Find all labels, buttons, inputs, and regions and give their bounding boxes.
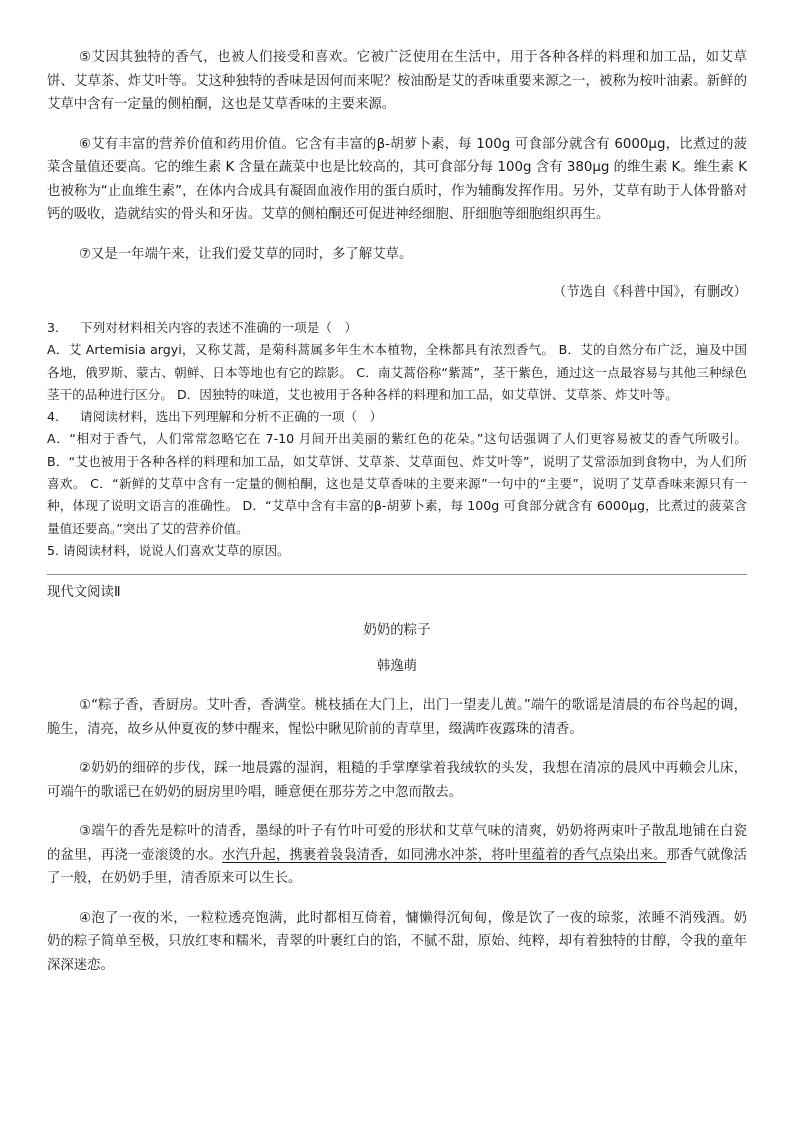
question-4-options: A．“相对于香气，人们常常忽略它在 7-10 月间开出美丽的紫红色的花朵。”这句话强调了人们更容易被艾的香气所吸引。 B．“艾也被用于各种各样的料理和加工品，如艾草饼、艾草茶、艾草面包、炸艾叶等”，说明了艾常添加到食物中，为人们所喜欢。 C．“新鲜的艾草中含有一定量的侧柏酮，这也是艾草香味的主要来源”一句中的“主要”，说明了艾草香味来源只有一种，体现了说明文语言的准确性。 D．“艾草中含有丰富的β-胡萝卜素，每 100g 可食部分就含有 6000μg，比煮过的菠菜含量值还要高。”突出了艾的营养价值。 bbox=[47, 431, 747, 536]
article-paragraph-3-end: 那香气就像活了一般，在奶奶手里，清香原来可以生长。 bbox=[47, 847, 748, 887]
source-note: （节选自《科普中国》，有删改） bbox=[552, 285, 747, 300]
underlined-sentence: 水汽升起，携裹着袅袅清香，如同沸水冲茶，将叶里蕴着的香气点染出来。 bbox=[222, 847, 667, 863]
article-title: 奶奶的粽子 bbox=[363, 623, 431, 639]
question-4-text: 请阅读材料，选出下列理解和分析不正确的一项（ ） bbox=[80, 409, 383, 425]
article-author: 韩逸萌 bbox=[376, 659, 418, 675]
question-3-number: 3. bbox=[47, 320, 60, 335]
paragraph-5: ⑤艾因其独特的香气，也被人们接受和喜欢。它被广泛使用在生活中，用于各种各样的料理和加工品，如艾草饼、艾草茶、炸艾叶等。艾这种独特的香味是因何而来呢？桉油酚是艾的香味重要来源之一，被称为桉叶油素。新鲜的艾草中含有一定量的侧柏酮，这也是艾草香味的主要来源。 bbox=[47, 50, 747, 112]
question-3-stem bbox=[47, 317, 747, 339]
paragraph-6: ⑥艾有丰富的营养价值和药用价值。它含有丰富的β-胡萝卜素，每 100g 可食部分就含有 6000μg，比煮过的菠菜含量值还要高。它的维生素 K 含量在蔬菜中也是比较高的，其可食部分每 100g 含有 380μg 的维生素 K。维生素 K 也被称为“止血维生素”，在体内合成具有凝固血液作用的蛋白质时，作为辅酶发挥作用。另外，艾草有助于人体骨骼对钙的吸收，造就结实的骨头和牙齿。艾草的侧柏酮还可促进神经细胞、肝细胞等细胞组织再生。 bbox=[47, 136, 747, 222]
article-paragraph-4: ④泡了一夜的米，一粒粒透亮饱满，此时都相互倚着，慵懒得沉甸甸，像是饮了一夜的琼浆，浓睡不消残酒。奶奶的粽子简单至极，只放红枣和糯米，青翠的叶裹红白的馅，不腻不甜，原始、纯粹，却有着独特的甘醇，令我的童年深深迷恋。 bbox=[47, 910, 747, 973]
article-paragraph-1: ①“粽子香，香厨房。艾叶香，香满堂。桃枝插在大门上，出门一望麦儿黄。”端午的歌谣是清晨的布谷鸟起的调，脆生，清亮，故乡从仲夏夜的梦中醒来，惺忪中瞅见阶前的青草里，缀满昨夜露珠的清香。 bbox=[47, 698, 747, 737]
article-paragraph-2: ②奶奶的细碎的步伐，踩一地晨露的湿润，粗糙的手掌摩挲着我绒软的头发，我想在清凉的晨风中再赖会儿床，可端午的歌谣已在奶奶的厨房里吟唱，睡意便在那芬芳之中忽而散去。 bbox=[47, 761, 747, 800]
article-paragraph-3-start: ③端午的香先是粽叶的清香，墨绿的叶子有竹叶可爱的形状和艾草气味的清爽，奶奶将两束叶子散乱地铺在白瓷的盆里，再浇一壶滚烫的水。 bbox=[47, 824, 747, 863]
question-3-options: A．艾 Artemisia argyi，又称艾蒿，是菊科蒿属多年生木本植物，全株都具有浓烈香气。 B．艾的自然分布广泛，遍及中国各地，俄罗斯、蒙古、朝鲜、日本等地也有它的踪影。 C．南艾蒿俗称“紫蒿”，茎干紫色，通过这一点最容易与其他三种绿色茎干的品种进行区分。 D．因独特的味道，艾也被用于各种各样的料理和加工品，如艾草饼、艾草茶、炸艾叶等。 bbox=[47, 342, 747, 402]
question-4 bbox=[47, 406, 747, 540]
question-4-number: 4. bbox=[47, 409, 60, 425]
question-3 bbox=[47, 317, 747, 406]
question-4-stem bbox=[47, 406, 747, 428]
section-divider bbox=[47, 574, 747, 575]
document-page bbox=[47, 46, 747, 977]
question-3-text: 下列对材料相关内容的表述不准确的一项是（ ） bbox=[80, 320, 358, 335]
article-paragraph-3 bbox=[47, 820, 747, 891]
paragraph-7: ⑦又是一年端午来，让我们爱艾草的同时，多了解艾草。 bbox=[79, 246, 413, 262]
section-label: 现代文阅读Ⅱ bbox=[47, 585, 121, 601]
question-5: 5. 请阅读材料，说说人们喜欢艾草的原因。 bbox=[47, 542, 290, 558]
